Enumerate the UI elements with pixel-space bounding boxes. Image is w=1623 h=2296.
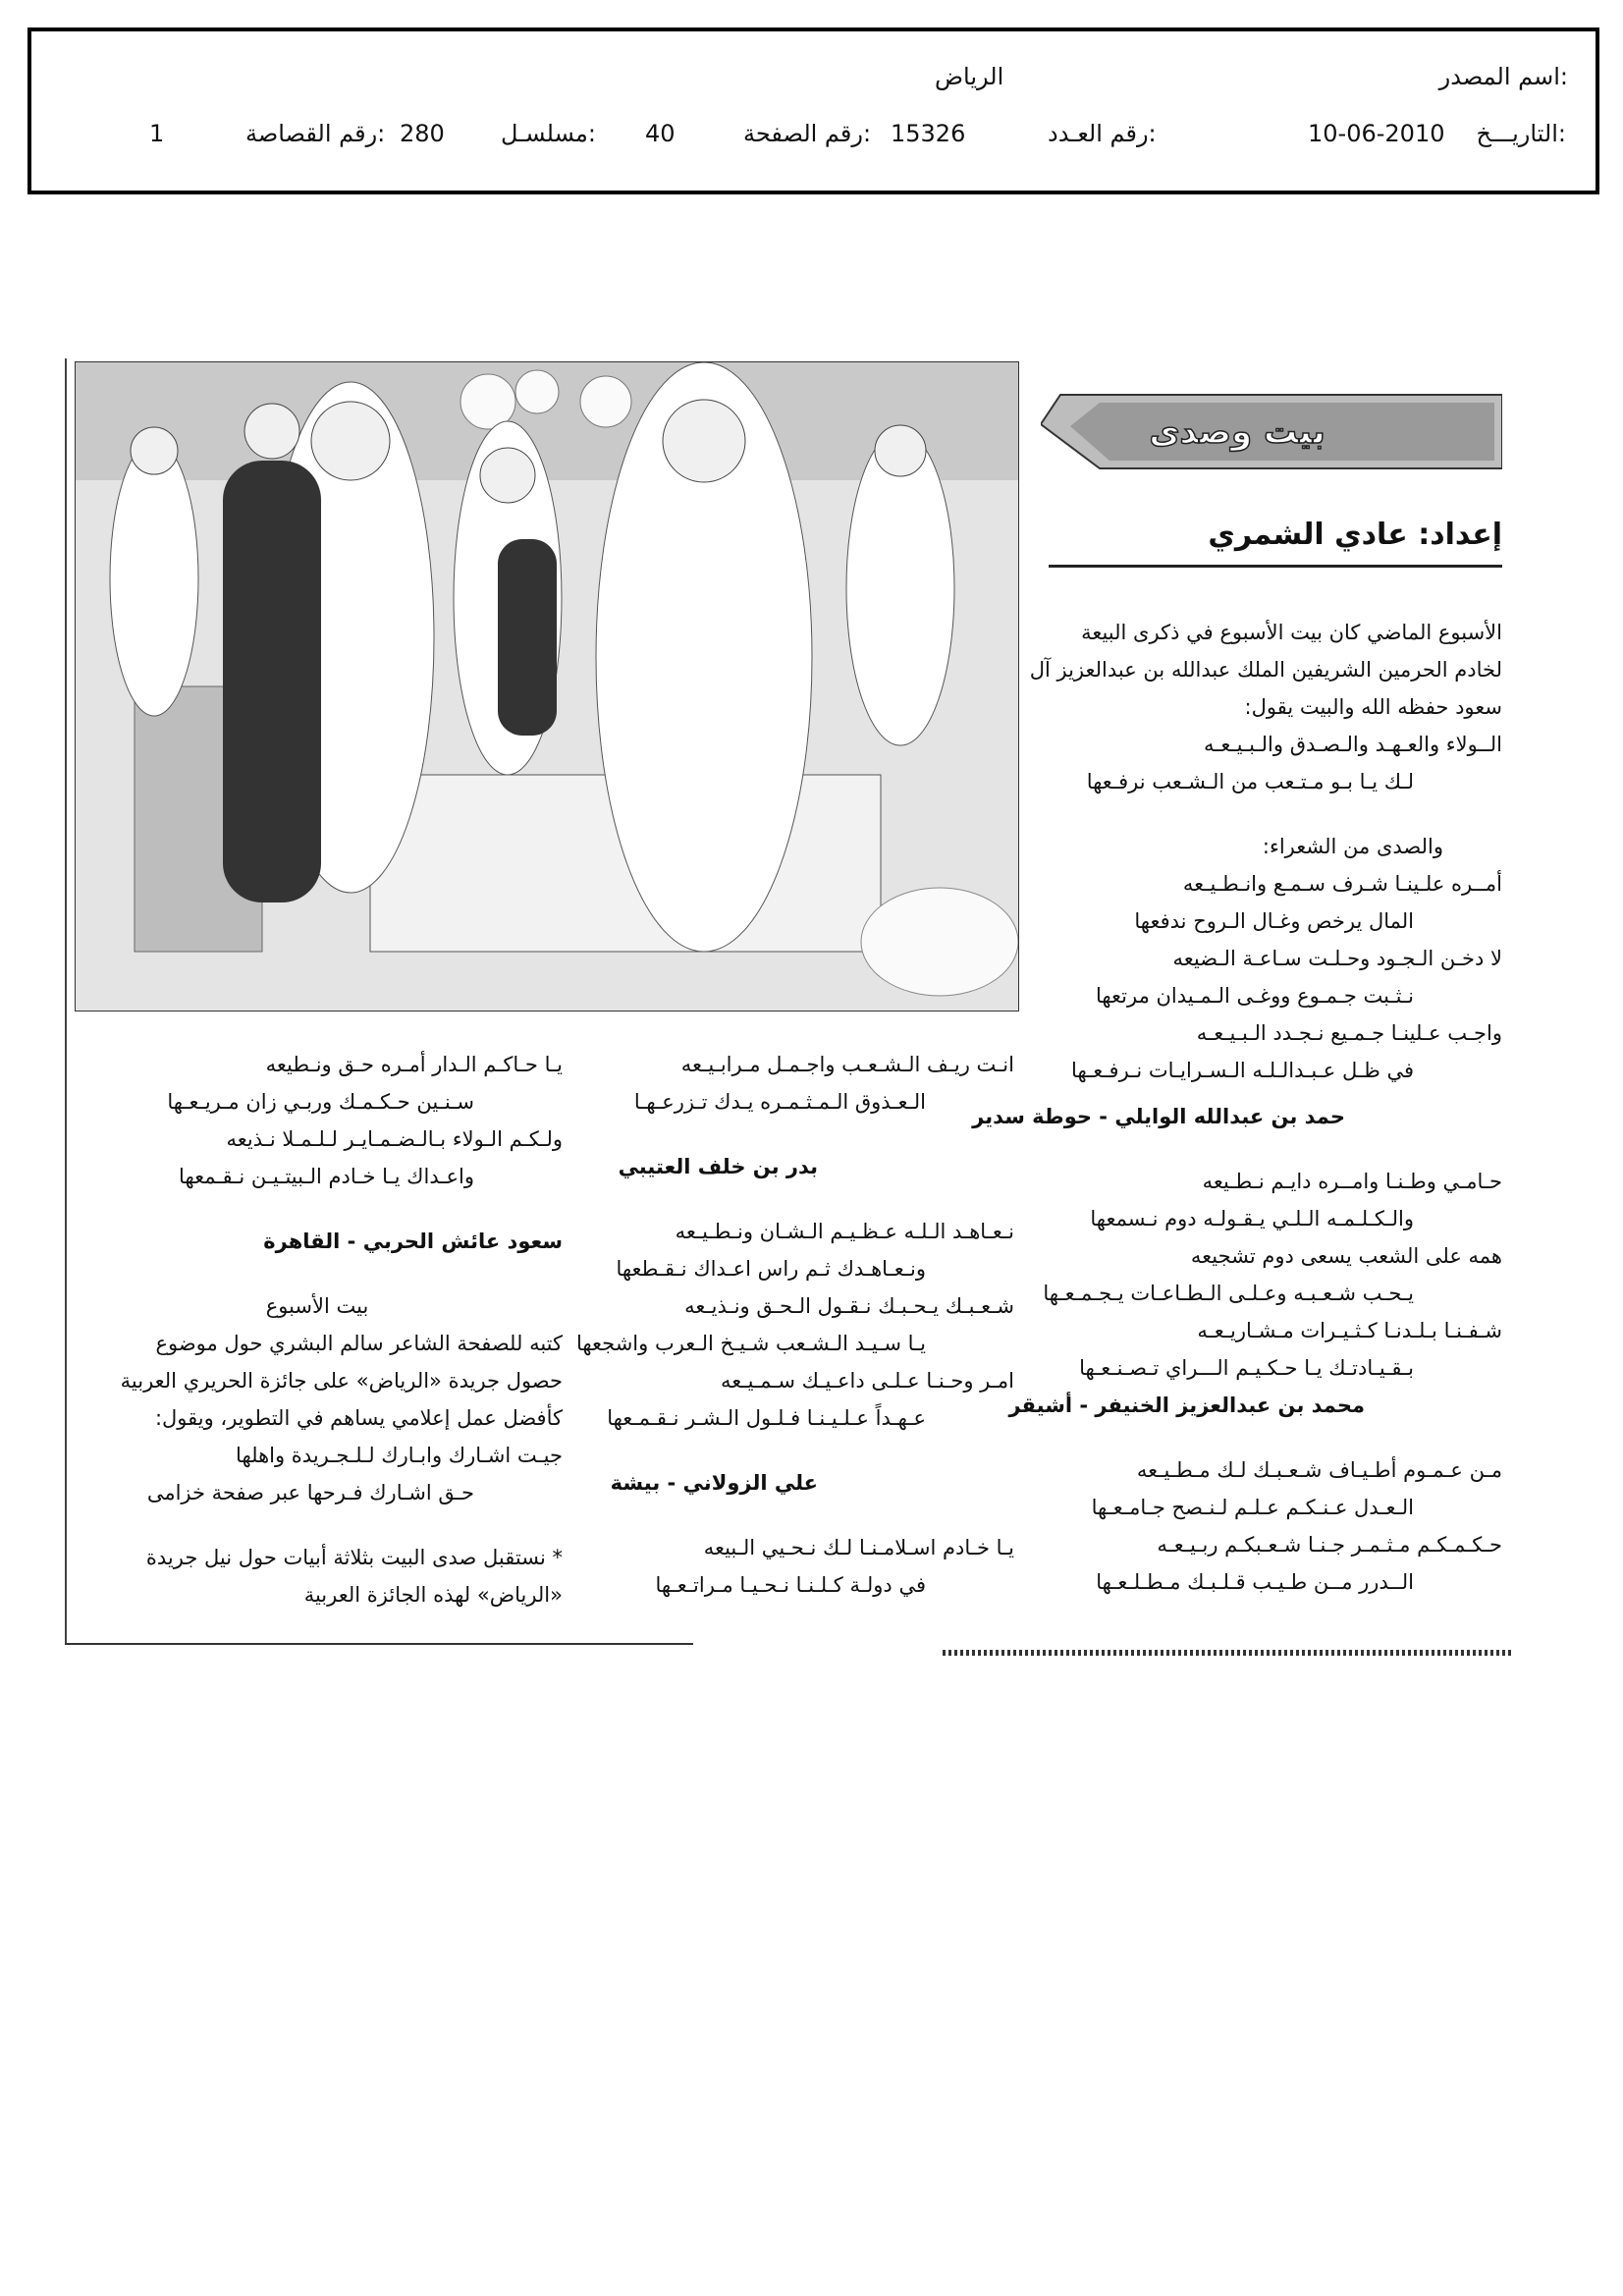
intro-line: لخادم الحرمين الشريفين الملك عبدالله بن عبدالعزيز آل xyxy=(1029,658,1502,682)
verse-line: بـقـيـادتـك يـا حـكـيـم الـــراي تـصـنـعـها xyxy=(1079,1356,1414,1380)
clip-label: رقم القصاصة: xyxy=(245,120,386,147)
verse-line: في دولـة كـلـنـا نـحـيـا مـراتـعـها xyxy=(655,1573,926,1597)
verse-line: سـنـين حـكـمـك وربـي زان مـريـعـها xyxy=(167,1090,474,1114)
page-label: رقم الصفحة: xyxy=(743,120,872,147)
verse-line: امـر وحـنـا عـلـى داعـيـك سـمـيـعه xyxy=(721,1369,1014,1393)
verse-line: حـق اشـارك فـرحها عبر صفحة خزامى xyxy=(146,1481,474,1504)
poet-name: محمد بن عبدالعزيز الخنيفر - أشيقر xyxy=(1008,1394,1365,1417)
date-value: 10-06-2010 xyxy=(1308,120,1445,147)
clip-left-edge xyxy=(65,358,67,1645)
section-title: بيت وصدى xyxy=(1149,412,1325,452)
verse-line: يـا حـاكـم الـدار أمـره حـق ونـطيعه xyxy=(265,1053,563,1076)
column-right-top xyxy=(1029,614,1502,1089)
verse-line: واعـداك يـا خـادم الـبيتـيـن نـقـمعها xyxy=(179,1165,474,1188)
verse-line: نـعـاهـد الـلـه عـظـيـم الـشـان ونـطـيـعه xyxy=(675,1220,1014,1243)
verse-line: يـا خـادم اسـلامـنـا لـك نـحـيي الـبيعه xyxy=(703,1536,1014,1559)
photo-illustration xyxy=(76,362,1018,1011)
date-label: التاريـــخ: xyxy=(1476,120,1566,147)
poet-name: حمد بن عبدالله الوايلي - حوطة سدير xyxy=(972,1105,1345,1128)
issue-value: 15326 xyxy=(891,120,966,147)
source-value: الرياض xyxy=(935,63,1004,90)
week-text-line: حصول جريدة «الرياض» على جائزة الحريري العربية xyxy=(120,1369,563,1393)
clip-value: 1 xyxy=(149,120,165,147)
news-photo xyxy=(75,361,1019,1011)
verse-line: حـكـمـكـم مـثـمـر جـنـا شـعـبكـم ربـيـعـه xyxy=(1157,1533,1502,1557)
serial-label: مسلسـل: xyxy=(501,120,596,147)
poet-name: بدر بن خلف العتيبي xyxy=(618,1155,818,1178)
verse-line: الــدرر مــن طـيـب قـلـبـك مـطـلـعـها xyxy=(1096,1570,1414,1594)
verse-line: همه على الشعب يسعى دوم تشجيعه xyxy=(1190,1244,1502,1268)
verse-line: في ظـل عـبـدالـلـه الـسـرايـات نـرفـعـها xyxy=(1071,1059,1414,1082)
verse-line: عـهـداً عـلـيـنـا فـلـول الـشـر نـقـمـعها xyxy=(607,1406,926,1430)
note-line: «الرياض» لهذه الجائزة العربية xyxy=(303,1583,563,1607)
poet-name: علي الزولاني - بيشة xyxy=(610,1471,818,1495)
week-text-line: كتبه للصفحة الشاعر سالم البشري حول موضوع xyxy=(155,1332,563,1355)
verse-line: لـك يـا بـو مـتـعب من الـشـعب نرفـعها xyxy=(1086,770,1414,793)
verse-line: الـعـذوق الـمـثـمـره يـدك تـزرعـهـا xyxy=(633,1090,926,1114)
clipping-info-box xyxy=(27,27,1599,194)
bottom-dotted-rule xyxy=(943,1650,1512,1656)
page-value: 40 xyxy=(645,120,676,147)
poet-name: سعود عائش الحربي - القاهرة xyxy=(263,1230,563,1253)
verse-line: أمــره علـينـا شـرف سـمـع وانـطـيـعه xyxy=(1182,872,1502,896)
section-author: إعداد: عادي الشمري xyxy=(1208,518,1502,552)
verse-line: الــولاء والعـهـد والـصـدق والـبـيـعـه xyxy=(1203,733,1502,756)
column-middle xyxy=(575,1046,1014,1604)
verse-line: شـفـنـا بـلـدنـا كـثـيـرات مـشـاريـعـه xyxy=(1197,1319,1502,1342)
issue-label: رقم العـدد: xyxy=(1048,120,1157,147)
verse-line: واجـب عـلينـا جـمـيع نـجـدد الـبـيـعـه xyxy=(1196,1021,1502,1045)
verse-line: شـعـبـك يـحـبـك نـقـول الـحـق ونـذيـعه xyxy=(684,1294,1014,1318)
verse-line: لا دخـن الـجـود وحـلـت سـاعـة الـضيعه xyxy=(1172,947,1502,970)
source-label: اسم المصدر: xyxy=(1438,63,1568,90)
verse-line: يـحـب شـعـبـه وعـلـى الـطـاعـات يـجـمـعـها xyxy=(1043,1282,1414,1305)
verse-line: جيـت اشـارك وابـارك لـلـجـريدة واهلها xyxy=(236,1444,563,1467)
echo-label: والصدى من الشعراء: xyxy=(1262,835,1443,858)
verse-line: المال يرخص وغـال الـروح ندفعها xyxy=(1134,909,1414,933)
serial-value: 280 xyxy=(400,120,445,147)
note-line: * نستقبل صدى البيت بثلاثة أبيات حول نيل جريدة xyxy=(145,1546,563,1569)
verse-line: الـعـدل عـنـكـم عـلـم لـنـصح جـامـعـها xyxy=(1091,1496,1414,1519)
bottom-rule xyxy=(65,1643,693,1645)
column-right-bottom xyxy=(972,1098,1502,1601)
week-text-line: كأفضل عمل إعلامي يساهم في التطوير، ويقول: xyxy=(154,1406,563,1430)
verse-line: ونـعـاهـدك ثـم راس اعـداك نـقـطعها xyxy=(616,1257,926,1281)
verse-line: يـا سـيـد الـشـعب شـيـخ الـعرب واشجعها xyxy=(575,1332,926,1355)
verse-line: مـن عـمـوم أطـيـاف شـعـبـك لـك مـطـيـعه xyxy=(1136,1458,1502,1482)
verse-line: نـثـبت جـمـوع ووغـى الـمـيدان مرتعها xyxy=(1095,984,1414,1008)
verse-line: انـت ريـف الـشـعـب واجـمـل مـرابـيـعه xyxy=(680,1053,1014,1076)
intro-line: الأسبوع الماضي كان بيت الأسبوع في ذكرى البيعة xyxy=(1081,621,1502,644)
week-title: بيت الأسبوع xyxy=(265,1294,369,1318)
column-left xyxy=(72,1046,563,1613)
intro-line: سعود حفظه الله والبيت يقول: xyxy=(1244,695,1502,719)
verse-line: حـامـي وطـنـا وامــره دايـم نـطـيعه xyxy=(1202,1170,1502,1193)
author-rule xyxy=(1049,565,1502,568)
verse-line: والـكـلـمـه الـلـي يـقـولـه دوم نـسمعها xyxy=(1090,1207,1414,1230)
verse-line: ولـكـم الـولاء بـالـضـمـايـر لـلـمـلا نـذيعه xyxy=(226,1127,563,1151)
